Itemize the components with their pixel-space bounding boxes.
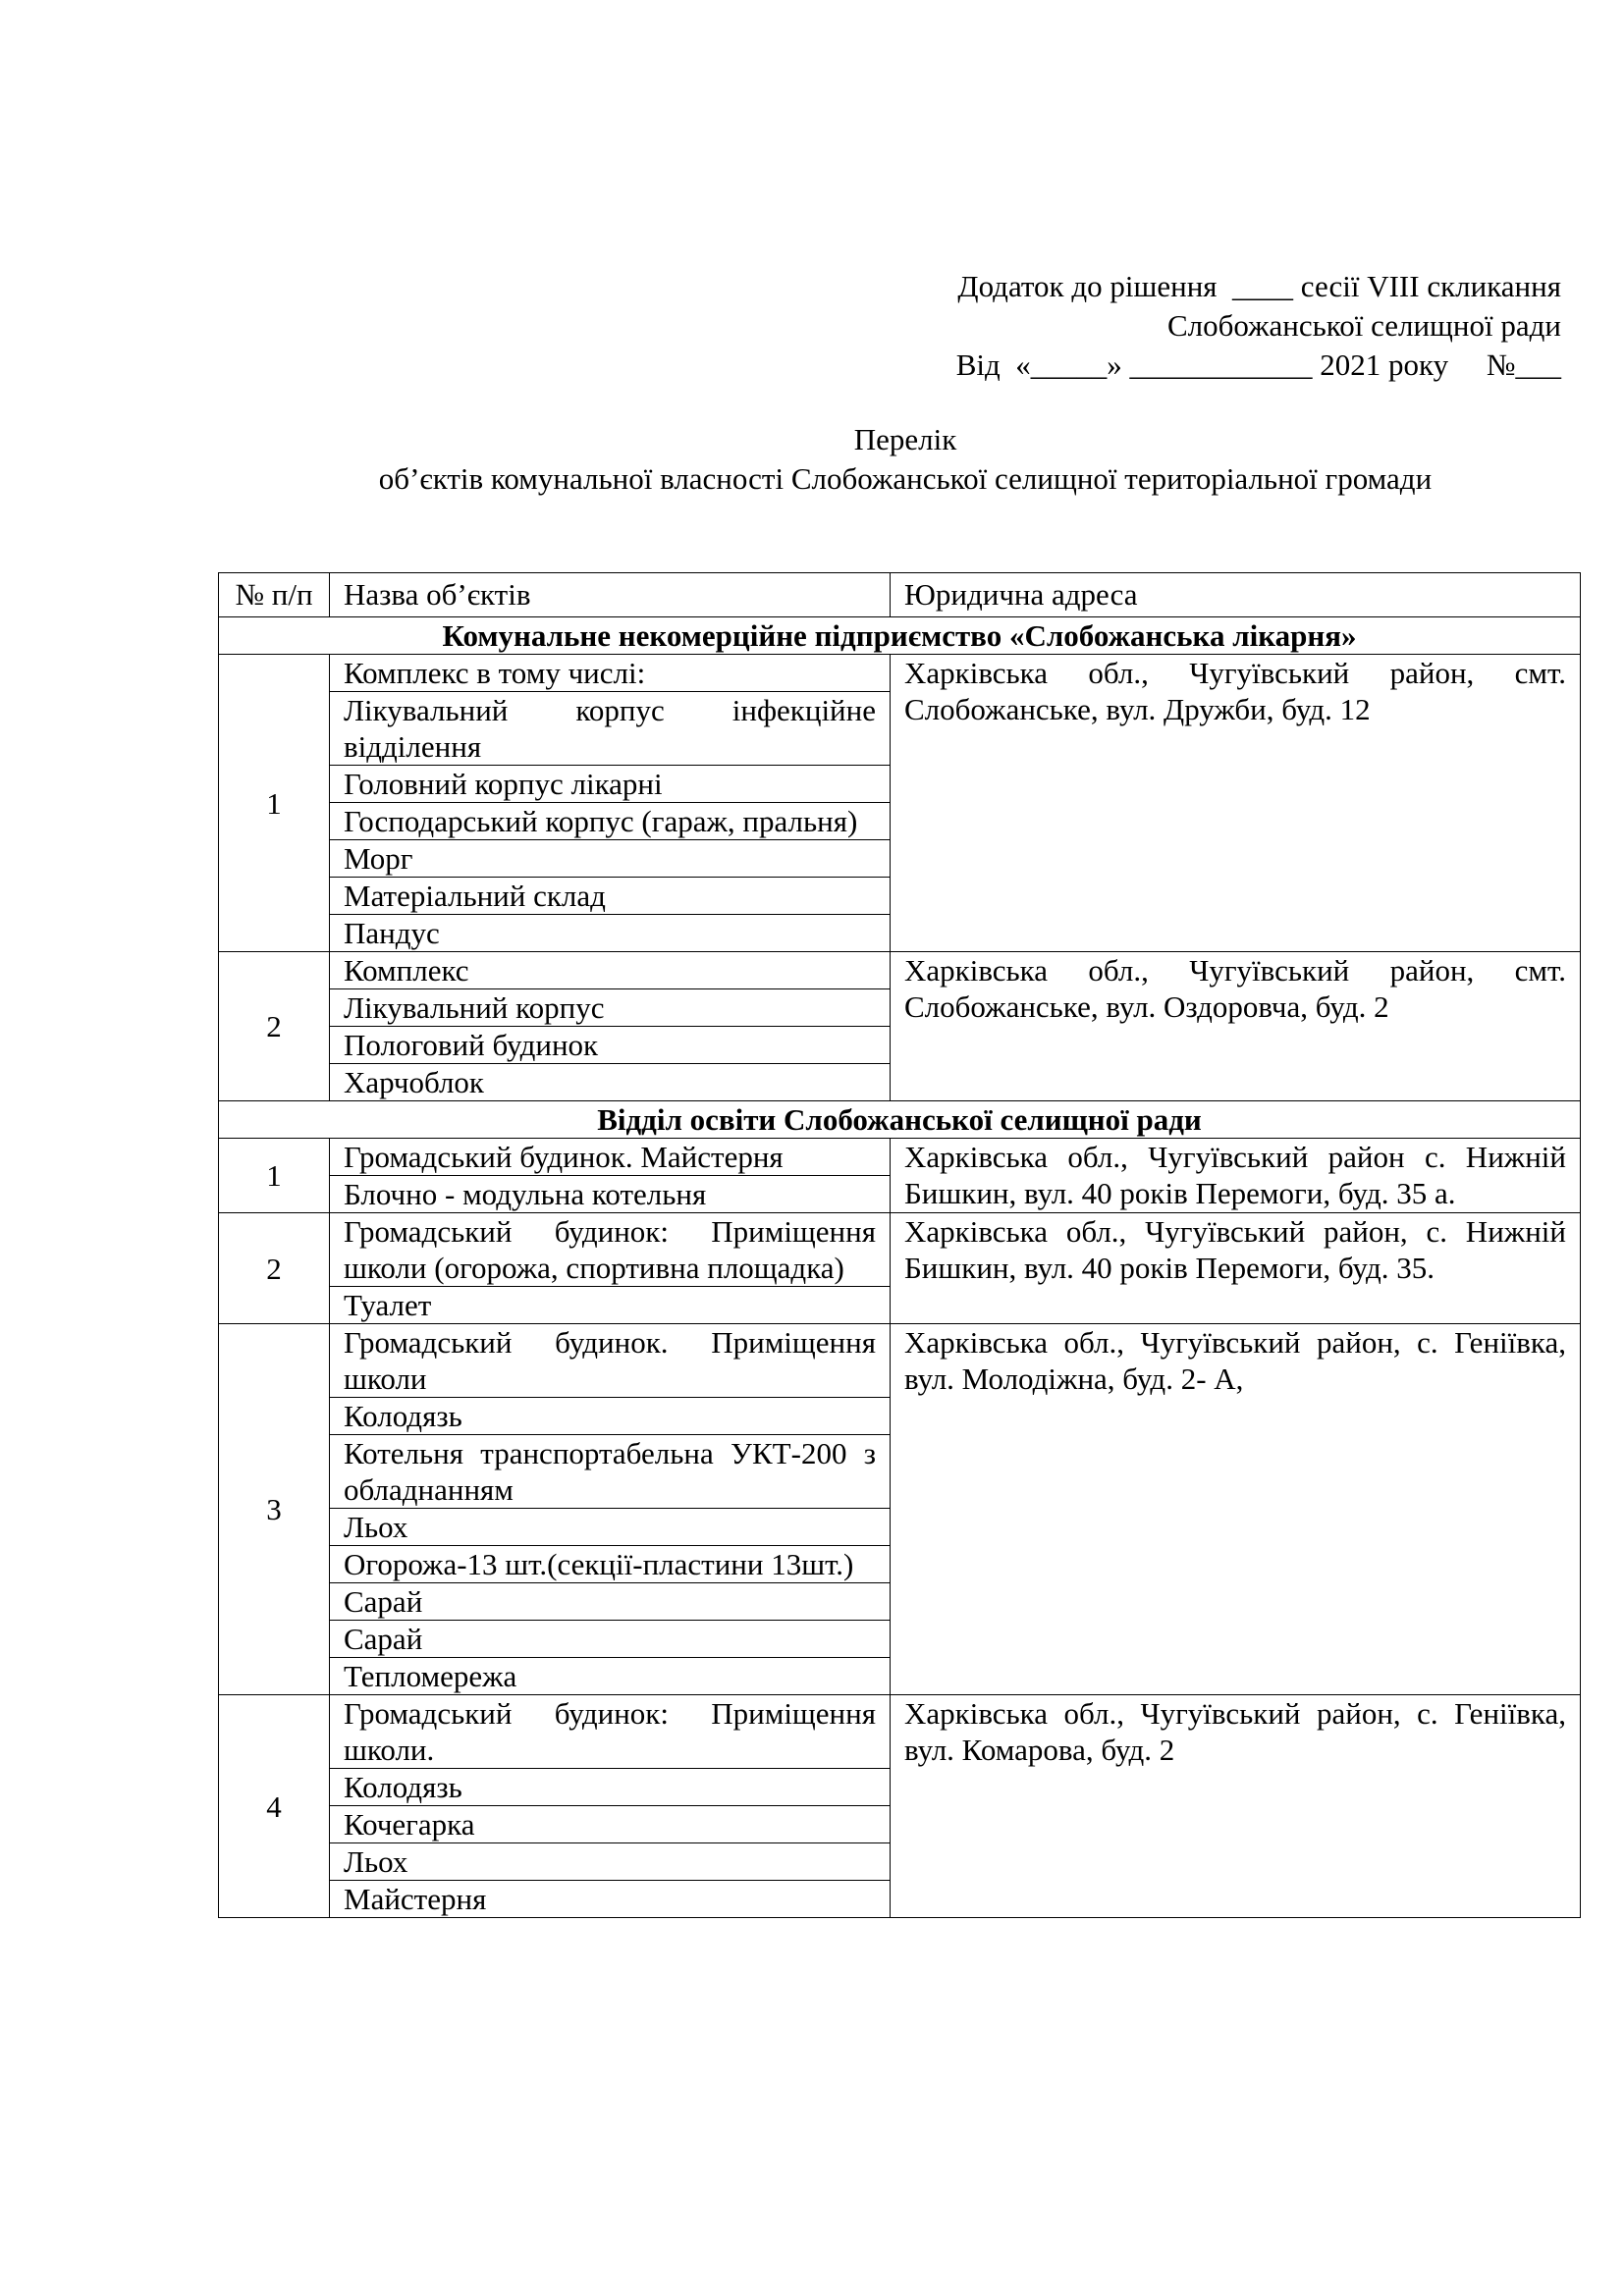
row-number: 2: [219, 1213, 330, 1324]
object-name: Котельня транспортабельна УКТ-200 з обладнанням: [330, 1435, 891, 1509]
appendix-line-3: Від «_____» ____________ 2021 року №___: [955, 347, 1561, 382]
table-row: [219, 655, 1581, 692]
document-subtitle: об’єктів комунальної власності Слобожанської селищної територіальної громади: [378, 461, 1433, 496]
header-address: Юридична адреса: [891, 573, 1581, 617]
object-name: Сарай: [330, 1621, 891, 1658]
object-address: Харківська обл., Чугуївський район, смт. Слобожанське, вул. Дружби, буд. 12: [891, 655, 1581, 952]
object-address: Харківська обл., Чугуївський район с. Нижній Бишкин, вул. 40 років Перемоги, буд. 35 а.: [891, 1139, 1581, 1213]
table-row: [219, 952, 1581, 989]
object-address: Харківська обл., Чугуївський район, с. Геніївка, вул. Комарова, буд. 2: [891, 1695, 1581, 1918]
object-name: Огорожа-13 шт.(секції-пластини 13шт.): [330, 1546, 891, 1583]
object-name: Пологовий будинок: [330, 1027, 891, 1064]
section-row: [219, 1101, 1581, 1139]
object-name: Морг: [330, 840, 891, 878]
object-name: Лікувальний корпус інфекційне відділення: [330, 692, 891, 766]
row-number: 4: [219, 1695, 330, 1918]
objects-table-body: [219, 573, 1581, 1918]
appendix-line-1: Додаток до рішення ____ сесії VIII скликання: [957, 269, 1561, 303]
object-address: Харківська обл., Чугуївський район, смт. Слобожанське, вул. Оздоровча, буд. 2: [891, 952, 1581, 1101]
object-name: Колодязь: [330, 1398, 891, 1435]
object-name: Туалет: [330, 1287, 891, 1324]
row-number: 1: [219, 1139, 330, 1213]
object-name: Громадський будинок: Приміщення школи.: [330, 1695, 891, 1769]
object-name: Головний корпус лікарні: [330, 766, 891, 803]
object-name: Кочегарка: [330, 1806, 891, 1843]
appendix-header: [884, 267, 1561, 385]
section-row: [219, 617, 1581, 655]
object-name: Громадський будинок. Приміщення школи: [330, 1324, 891, 1398]
object-name: Матеріальний склад: [330, 878, 891, 915]
object-name: Тепломережа: [330, 1658, 891, 1695]
document-title: Перелік: [853, 422, 957, 456]
object-name: Пандус: [330, 915, 891, 952]
object-name: Колодязь: [330, 1769, 891, 1806]
object-name: Сарай: [330, 1583, 891, 1621]
appendix-line-2: Слобожанської селищної ради: [1166, 308, 1561, 343]
object-name: Громадський будинок: Приміщення школи (огорожа, спортивна площадка): [330, 1213, 891, 1287]
table-row: [219, 1324, 1581, 1398]
row-number: 3: [219, 1324, 330, 1695]
object-name: Громадський будинок. Майстерня: [330, 1139, 891, 1176]
object-name: Харчоблок: [330, 1064, 891, 1101]
object-name: Господарський корпус (гараж, пральня): [330, 803, 891, 840]
object-name: Комплекс в тому числі:: [330, 655, 891, 692]
table-row: [219, 1139, 1581, 1176]
object-name: Блочно - модульна котельня: [330, 1176, 891, 1213]
table-row: [219, 1695, 1581, 1769]
table-row: [219, 1213, 1581, 1287]
object-name: Лікувальний корпус: [330, 989, 891, 1027]
table-header-row: [219, 573, 1581, 617]
section-title: Комунальне некомерційне підприємство «Слобожанська лікарня»: [219, 617, 1581, 655]
section-title: Відділ освіти Слобожанської селищної ради: [219, 1101, 1581, 1139]
object-name: Комплекс: [330, 952, 891, 989]
row-number: 2: [219, 952, 330, 1101]
header-number: № п/п: [219, 573, 330, 617]
row-number: 1: [219, 655, 330, 952]
object-address: Харківська обл., Чугуївський район, с. Нижній Бишкин, вул. 40 років Перемоги, буд. 35.: [891, 1213, 1581, 1324]
object-address: Харківська обл., Чугуївський район, с. Геніївка, вул. Молодіжна, буд. 2- А,: [891, 1324, 1581, 1695]
object-name: Льох: [330, 1843, 891, 1881]
header-name: Назва об’єктів: [330, 573, 891, 617]
object-name: Льох: [330, 1509, 891, 1546]
object-name: Майстерня: [330, 1881, 891, 1918]
objects-table: [218, 572, 1581, 1918]
